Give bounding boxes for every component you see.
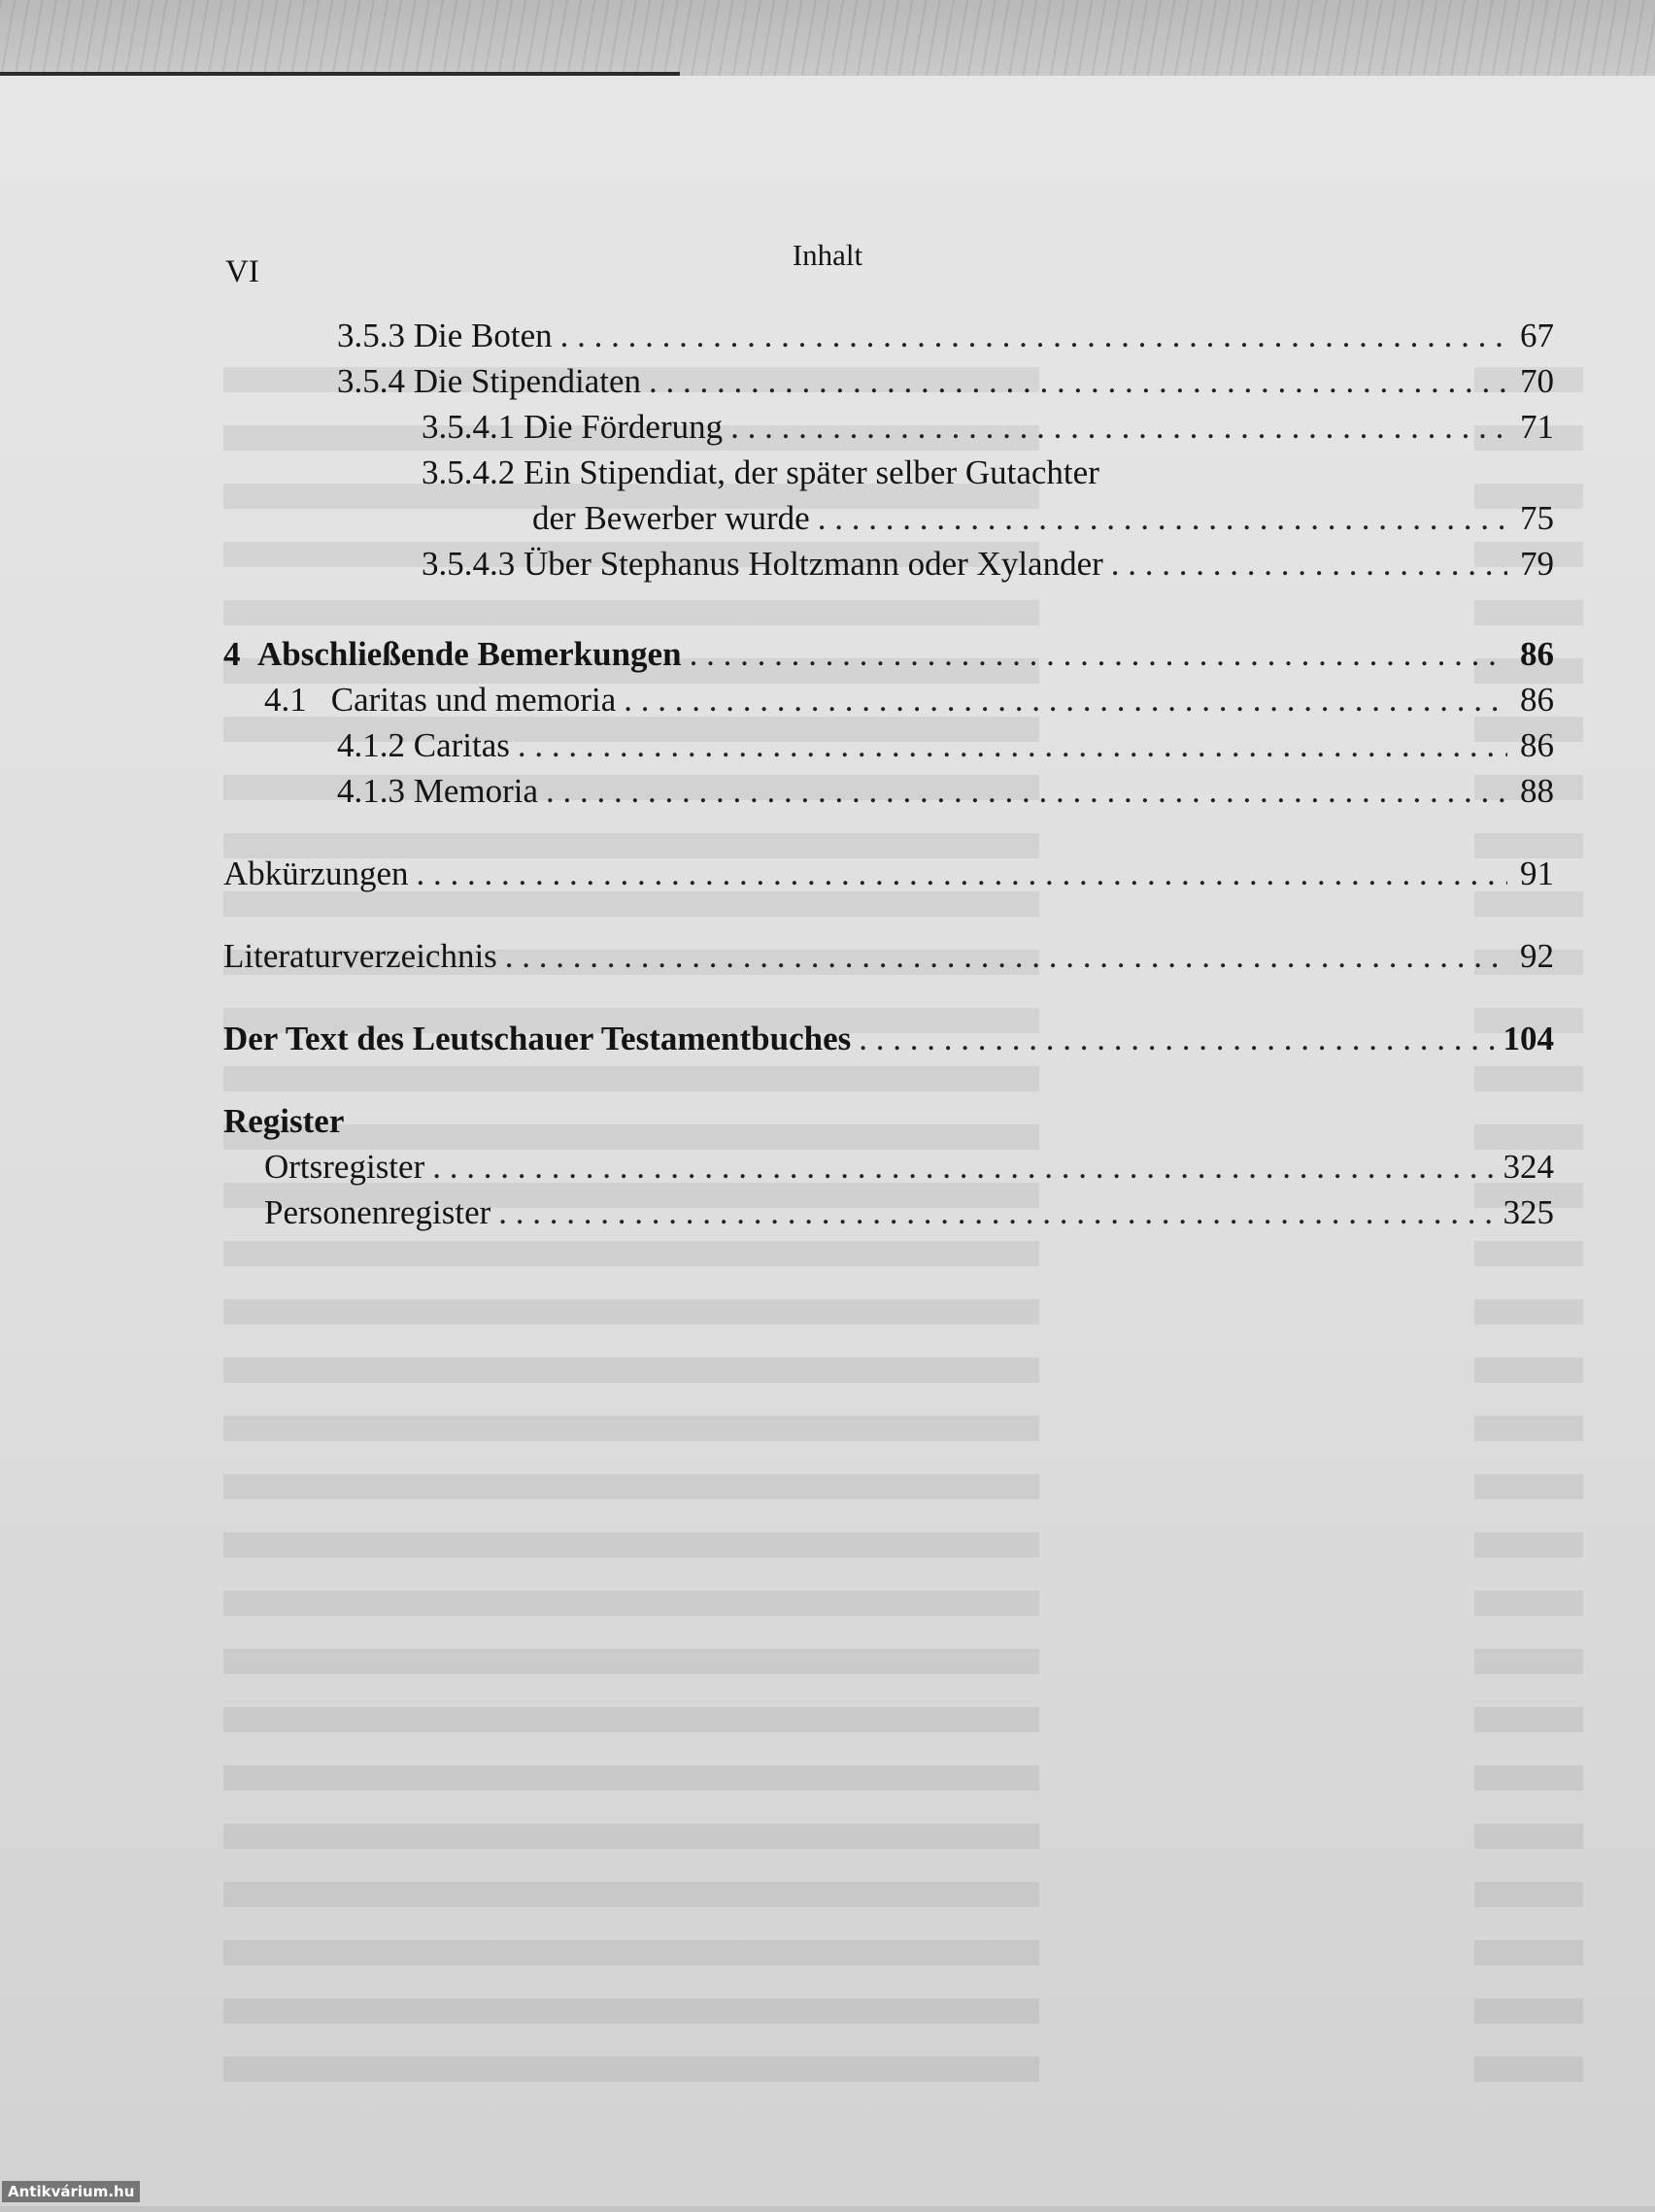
toc-entry-label (422, 404, 723, 450)
toc-entry-number: 3.5.3 (337, 317, 405, 354)
spacer (223, 896, 1554, 933)
toc-entry-page: 92 (1520, 937, 1554, 975)
toc-entry-label (337, 358, 641, 404)
toc-entry (223, 677, 1554, 722)
toc-entry-label (422, 541, 1103, 587)
toc-entry-page: 325 (1503, 1193, 1554, 1231)
toc-leader (859, 1016, 1495, 1061)
toc-leader (730, 404, 1507, 450)
toc-entry-page: 86 (1520, 726, 1554, 764)
toc-entry-title: Literaturverzeichnis (223, 937, 497, 975)
toc-entry-title: Der Text des Leutschauer Testamentbuches (223, 1020, 852, 1057)
toc-entry-title: Über Stephanus Holtzmann oder Xylander (524, 545, 1103, 583)
toc-entry-title: Caritas (413, 726, 510, 764)
toc-entry-page: 324 (1503, 1148, 1554, 1186)
spacer (223, 979, 1554, 1016)
toc-leader (818, 495, 1507, 541)
toc-leader (546, 768, 1507, 814)
toc-entry-number: 4 (223, 635, 241, 673)
toc-entry-title: Die Stipendiaten (413, 362, 642, 400)
toc-entry-first-line (223, 450, 1554, 495)
toc-entry-number: 4.1 (264, 681, 307, 719)
watermark-label: Antikvárium.hu (2, 2181, 140, 2202)
toc-entry-title: Memoria (413, 772, 539, 810)
toc-entry (223, 722, 1554, 768)
toc-entry (223, 851, 1554, 896)
toc-entry-page: 88 (1520, 772, 1554, 810)
background-scribble (0, 0, 1655, 76)
toc-entry-page: 91 (1520, 855, 1554, 892)
register-heading: Register (223, 1102, 345, 1140)
toc-entry-page: 67 (1520, 317, 1554, 354)
toc-entry-title: Die Boten (413, 317, 553, 354)
toc-entry-number: 3.5.4 (337, 362, 405, 400)
toc-entry-label (264, 677, 616, 722)
toc-entry-page: 86 (1520, 635, 1554, 673)
spacer (223, 587, 1554, 631)
toc-leader (649, 358, 1507, 404)
toc-entry-number: 3.5.4.1 (422, 408, 516, 446)
spacer (223, 1061, 1554, 1098)
toc-entry-page: 79 (1520, 545, 1554, 583)
toc-leader (1111, 541, 1507, 587)
toc-leader (505, 933, 1507, 979)
table-of-contents (223, 313, 1554, 1235)
toc-entry (223, 541, 1554, 587)
toc-entry-title: Die Förderung (524, 408, 724, 446)
toc-leader (432, 1144, 1495, 1190)
toc-leader (518, 722, 1507, 768)
toc-entry (223, 495, 1554, 541)
page-number: VI (225, 254, 259, 289)
toc-entry-page: 104 (1503, 1020, 1554, 1057)
toc-entry-title: Abschließende Bemerkungen (257, 635, 682, 673)
toc-entry-page: 86 (1520, 681, 1554, 719)
toc-entry (223, 1144, 1554, 1190)
toc-entry-number: 4.1.3 (337, 772, 405, 810)
background-strip (0, 0, 1655, 76)
toc-entry-title: Personenregister (264, 1193, 491, 1231)
toc-entry (223, 404, 1554, 450)
toc-chapter-entry (223, 1016, 1554, 1061)
toc-entry-number: 3.5.4.3 (422, 545, 516, 583)
toc-entry (223, 358, 1554, 404)
toc-entry-title: Caritas und memoria (330, 681, 617, 719)
toc-entry-label (223, 631, 682, 677)
spacer (223, 814, 1554, 851)
toc-entry-title: Abkürzungen (223, 855, 409, 892)
running-head: Inhalt (792, 238, 863, 272)
toc-entry-label (337, 722, 510, 768)
toc-entry-number: 3.5.4.2 (422, 453, 516, 491)
toc-leader (560, 313, 1507, 358)
toc-leader (690, 631, 1507, 677)
toc-entry-title-continued: der Bewerber wurde (532, 499, 810, 537)
toc-entry-page: 75 (1520, 499, 1554, 537)
toc-entry (223, 313, 1554, 358)
toc-leader (498, 1190, 1495, 1235)
toc-chapter-entry (223, 631, 1554, 677)
toc-entry-page: 70 (1520, 362, 1554, 400)
toc-entry (223, 768, 1554, 814)
toc-entry (223, 933, 1554, 979)
toc-entry-page: 71 (1520, 408, 1554, 446)
toc-entry (223, 1190, 1554, 1235)
toc-entry-number: 4.1.2 (337, 726, 405, 764)
toc-entry-title: Ortsregister (264, 1148, 425, 1186)
toc-leader (624, 677, 1507, 722)
toc-entry-label (337, 768, 538, 814)
toc-leader (417, 851, 1507, 896)
toc-entry-label (337, 313, 553, 358)
toc-entry-title: Ein Stipendiat, der später selber Gutachter (524, 453, 1099, 491)
